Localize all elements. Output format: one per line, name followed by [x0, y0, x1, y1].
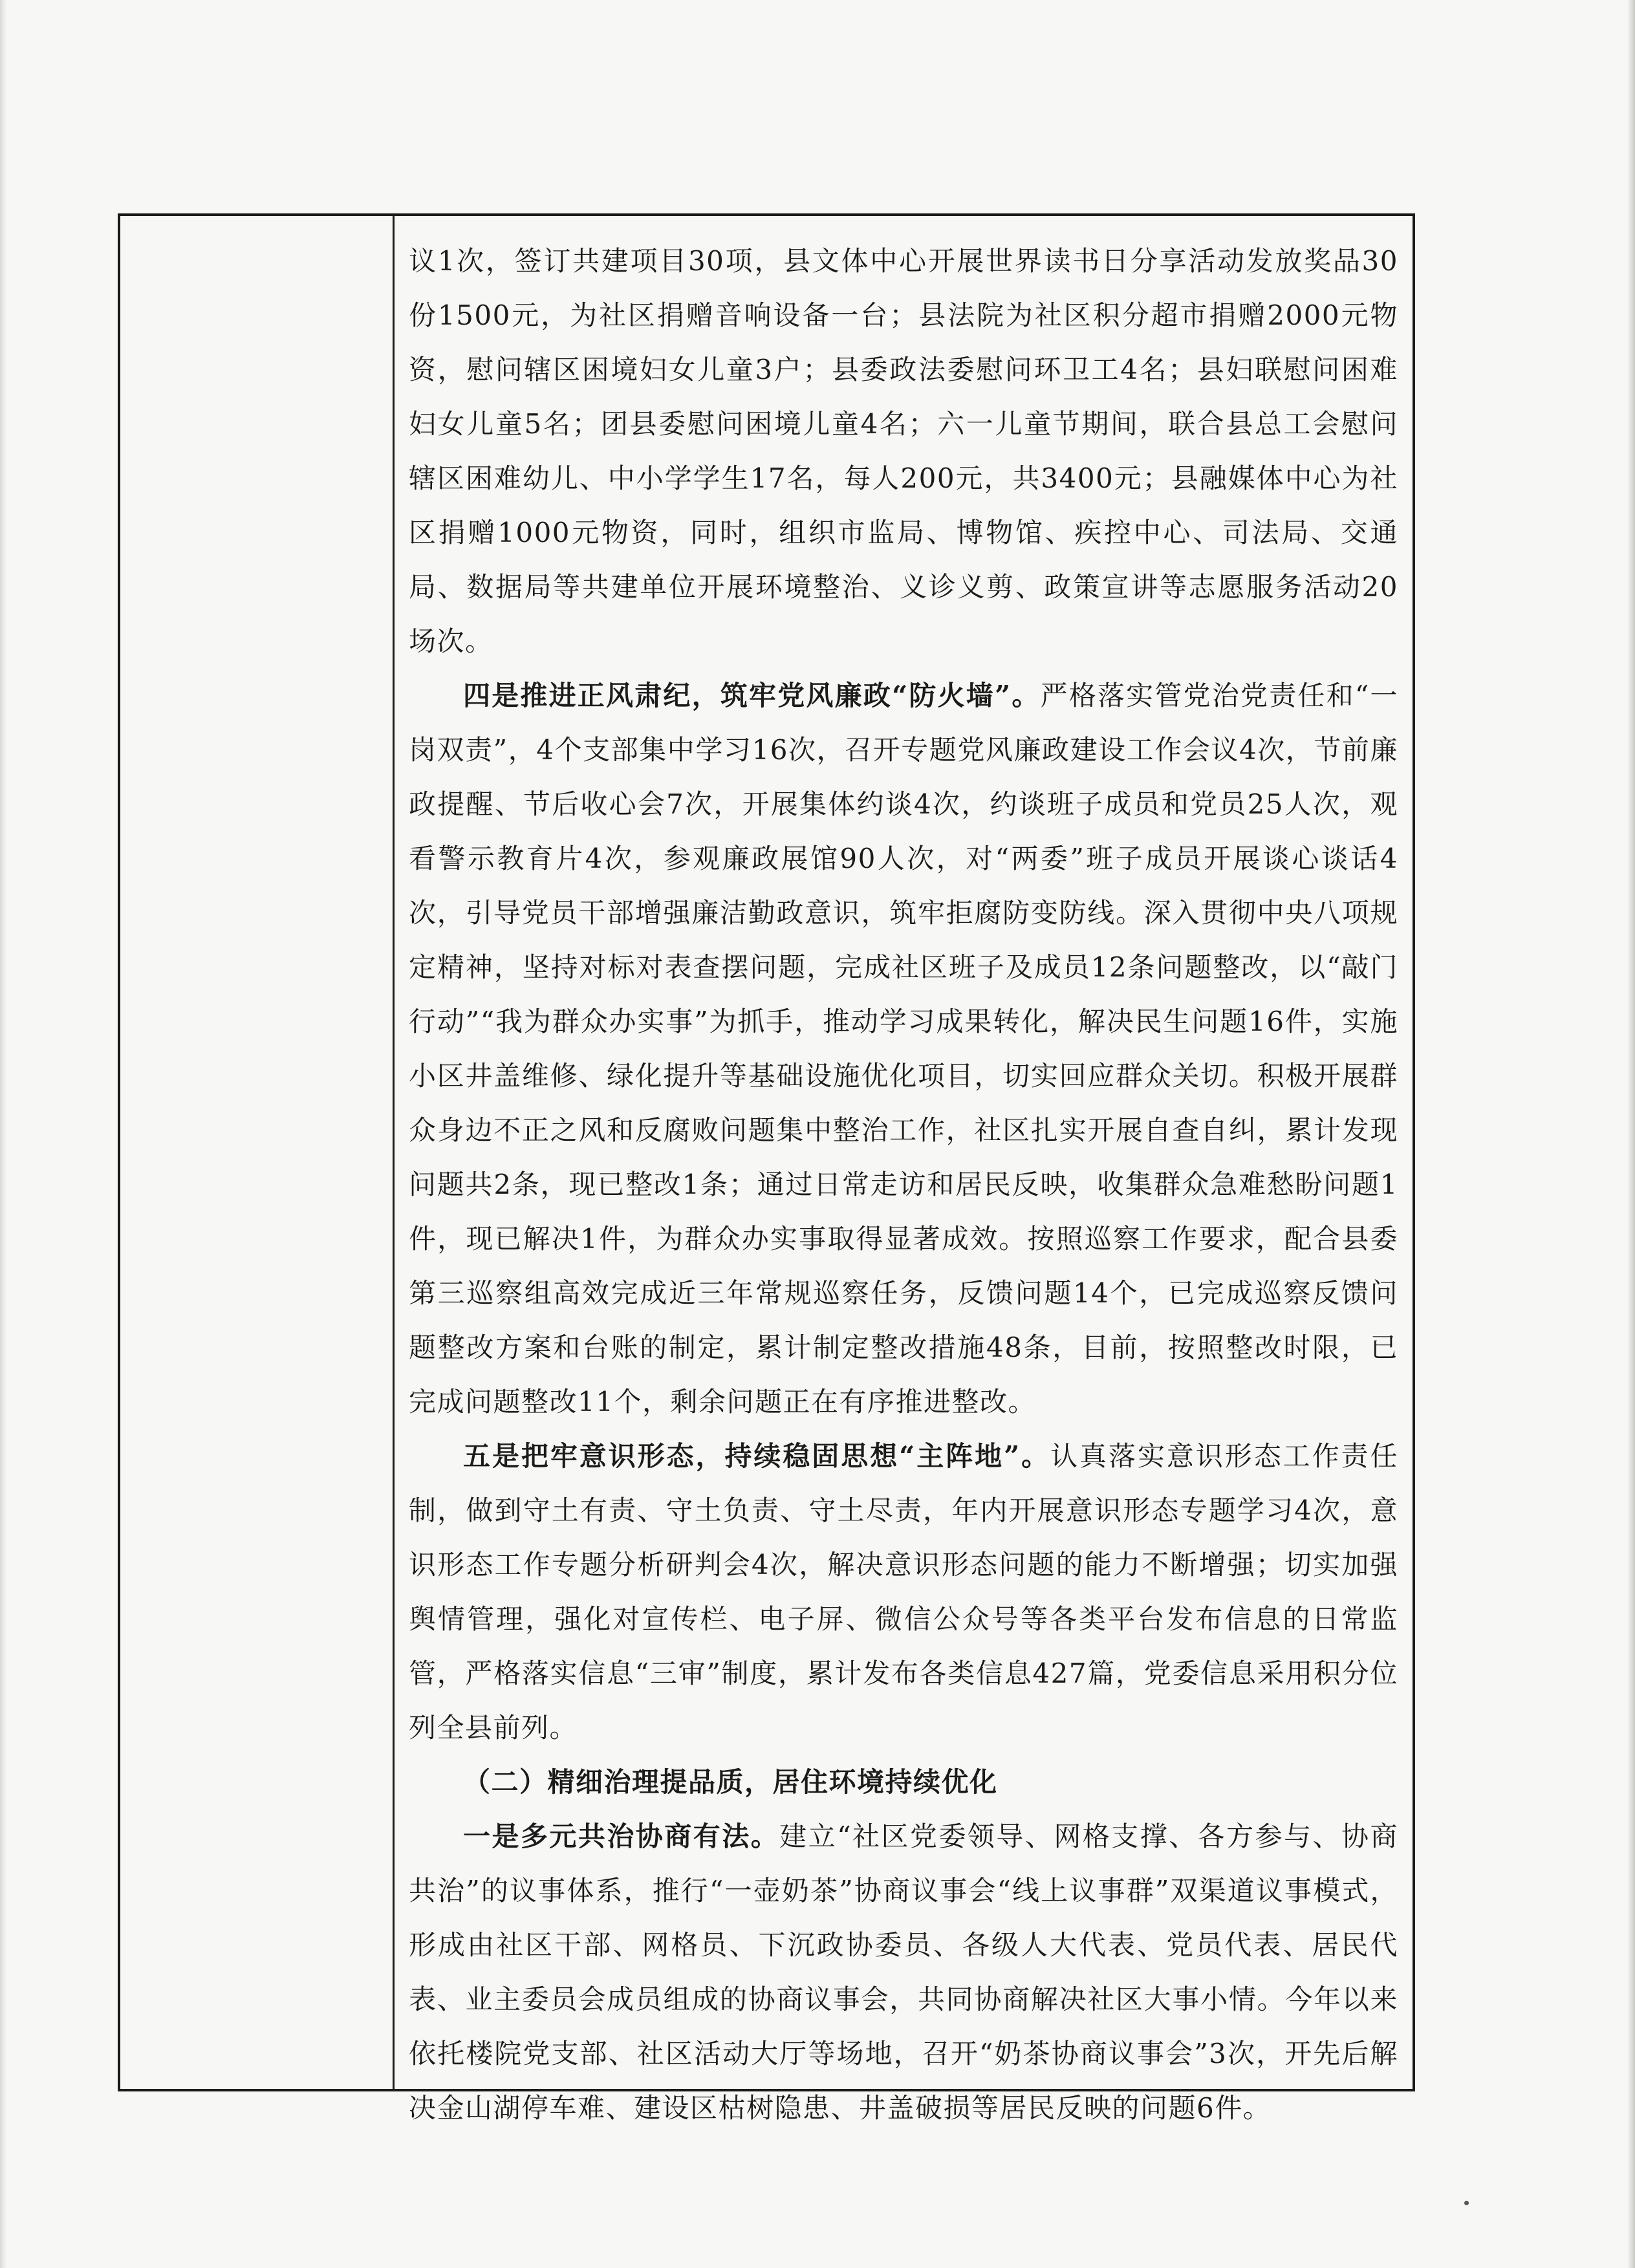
paragraph-text: 认真落实意识形态工作责任制，做到守土有责、守土负责、守土尽责，年内开展意识形态专题学习4次，意识形态工作专题分析研判会4次，解决意识形态问题的能力不断增强；切实加强舆情管理，强化对宣传栏、电子屏、微信公众号等各类平台发布信息的日常监管，严格落实信息“三审”制度，累计发布各类信息427篇，党委信息采用积分位列全县前列。	[409, 1440, 1398, 1744]
column-divider	[393, 216, 395, 2089]
paragraph-ideology	[409, 1429, 1398, 1755]
content-cell	[409, 234, 1398, 2135]
form-table	[118, 213, 1415, 2124]
scan-speck	[1464, 2201, 1469, 2205]
section-heading	[409, 1755, 1398, 1809]
paragraph-continuation	[409, 234, 1398, 669]
paragraph-text: 建立“社区党委领导、网格支撑、各方参与、协商共治”的议事体系，推行“一壶奶茶”协商议事会“线上议事群”双渠道议事模式，形成由社区干部、网格员、下沉政协委员、各级人大代表、党员代表、居民代表、业主委员会成员组成的协商议事会，共同协商解决社区大事小情。今年以来依托楼院党支部、社区活动大厅等场地，召开“奶茶协商议事会”3次，开先后解决金山湖停车难、建设区枯树隐患、井盖破损等居民反映的问题6件。	[409, 1820, 1398, 2124]
paragraph-text: 严格落实管党治党责任和“一岗双责”，4个支部集中学习16次，召开专题党风廉政建设工作会议4次，节前廉政提醒、节后收心会7次，开展集体约谈4次，约谈班子成员和党员25人次，观看警示教育片4次，参观廉政展馆90人次，对“两委”班子成员开展谈心谈话4次，引导党员干部增强廉洁勤政意识，筑牢拒腐防变防线。深入贯彻中央八项规定精神，坚持对标对表查摆问题，完成社区班子及成员12条问题整改，以“敲门行动”“我为群众办实事”为抓手，推动学习成果转化，解决民生问题16件，实施小区井盖维修、绿化提升等基础设施优化项目，切实回应群众关切。积极开展群众身边不正之风和反腐败问题集中整治工作，社区扎实开展自查自纠，累计发现问题共2条，现已整改1条；通过日常走访和居民反映，收集群众急难愁盼问题1件，现已解决1件，为群众办实事取得显著成效。按照巡察工作要求，配合县委第三巡察组高效完成近三年常规巡察任务，反馈问题14个，已完成巡察反馈问题整改方案和台账的制定，累计制定整改措施48条，目前，按照整改时限，已完成问题整改11个，剩余问题正在有序推进整改。	[409, 680, 1398, 1418]
paragraph-heading: 五是把牢意识形态，持续稳固思想“主阵地”。	[463, 1440, 1051, 1472]
paragraph-heading: 一是多元共治协商有法。	[463, 1820, 780, 1852]
paragraph-text: 议1次，签订共建项目30项，县文体中心开展世界读书日分享活动发放奖品30份1500元，为社区捐赠音响设备一台；县法院为社区积分超市捐赠2000元物资，慰问辖区困境妇女儿童3户；县委政法委慰问环卫工4名；县妇联慰问困难妇女儿童5名；团县委慰问困境儿童4名；六一儿童节期间，联合县总工会慰问辖区困难幼儿、中小学学生17名，每人200元，共3400元；县融媒体中心为社区捐赠1000元物资，同时，组织市监局、博物馆、疾控中心、司法局、交通局、数据局等共建单位开展环境整治、义诊义剪、政策宣讲等志愿服务活动20场次。	[409, 245, 1398, 657]
scan-edge-right	[1627, 0, 1635, 2268]
label-cell-empty	[120, 216, 393, 2089]
section-title: （二）精细治理提品质，居住环境持续优化	[463, 1766, 998, 1798]
paragraph-integrity	[409, 669, 1398, 1429]
paragraph-governance	[409, 1809, 1398, 2135]
scan-edge-left	[0, 0, 6, 2268]
paragraph-heading: 四是推进正风肃纪，筑牢党风廉政“防火墙”。	[463, 680, 1041, 711]
